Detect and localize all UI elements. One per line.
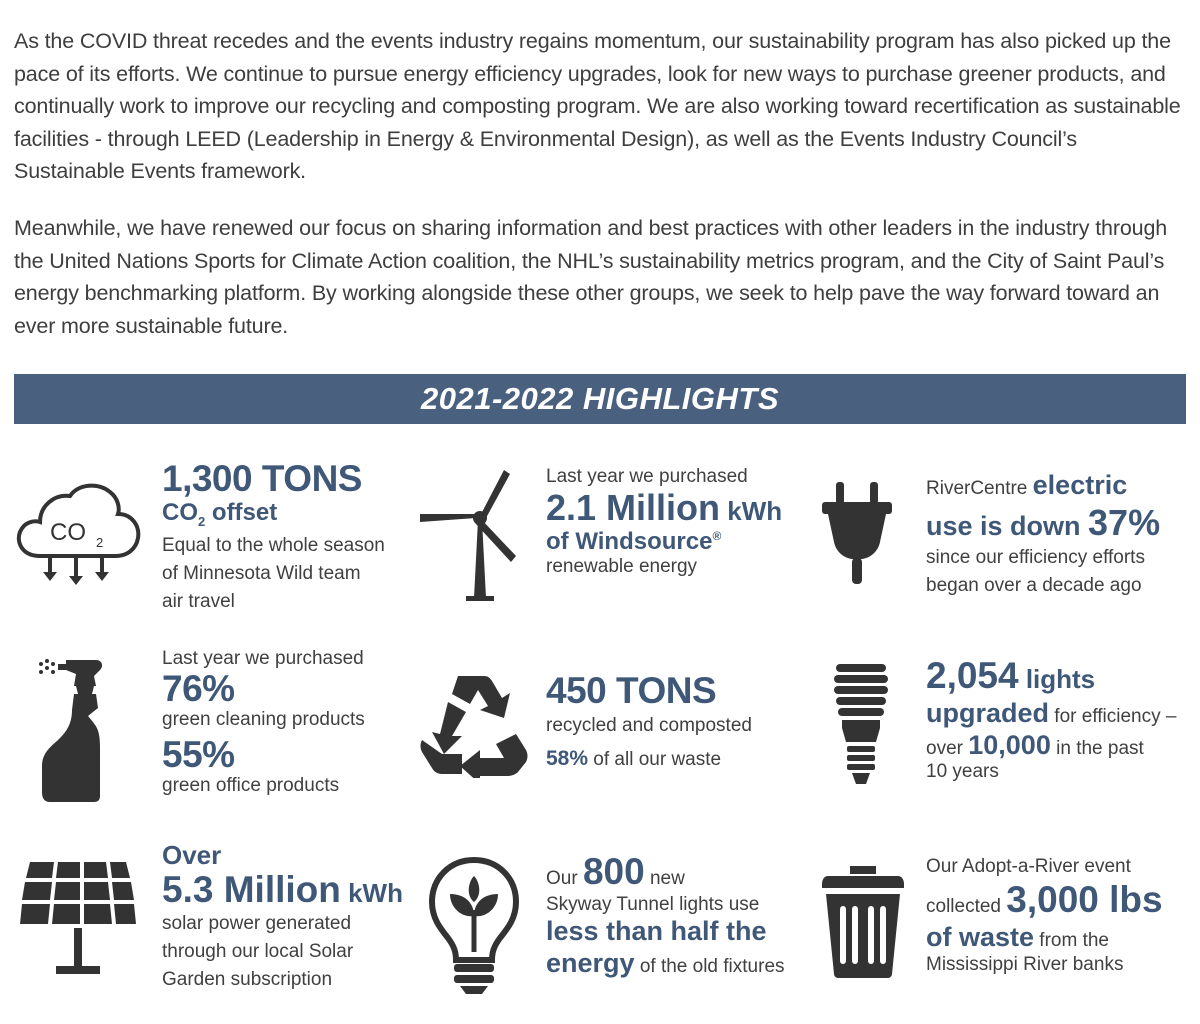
lights-count-unit: lights: [1018, 664, 1096, 694]
wind-amount: [546, 488, 782, 528]
lights-line-3: [926, 730, 1176, 762]
skyway-post: new: [644, 868, 685, 889]
lights-over: over: [926, 737, 969, 759]
lightbulb-plant-icon: [428, 856, 520, 996]
recycle-desc: recycled and composted: [546, 714, 752, 736]
solar-text: [162, 840, 403, 994]
skyway-hl2: energy: [546, 947, 635, 978]
co2-offset-sub: 2: [198, 513, 206, 529]
recycle-pct-desc: of all our waste: [588, 749, 722, 771]
solar-over: Over: [162, 840, 222, 870]
solar-amount-value: 5.3 Million: [162, 868, 341, 910]
recycle-text: [546, 672, 752, 772]
river-text: [926, 856, 1163, 976]
skyway-hl1: less than half the: [546, 916, 767, 947]
solar-unit: kWh: [340, 877, 403, 908]
co2-cloud-icon: [12, 478, 144, 586]
solar-desc-2: through our local Solar: [162, 940, 354, 962]
spray-bottle-icon: [38, 658, 108, 802]
cleaning-pct-2: 55%: [162, 733, 235, 775]
lights-count: 2,054: [926, 655, 1019, 696]
wind-desc: renewable energy: [546, 556, 698, 578]
skyway-num: 800: [582, 851, 645, 892]
skyway-line-2: Skyway Tunnel lights use: [546, 893, 760, 915]
electric-hl1: electric: [1032, 470, 1128, 500]
co2-desc-3: air travel: [162, 590, 235, 612]
skyway-text: [546, 850, 785, 980]
river-pre: collected: [926, 896, 1007, 918]
lights-line-1: [926, 654, 1176, 698]
skyway-pre: Our: [546, 868, 583, 889]
co2-desc-2: of Minnesota Wild team: [162, 562, 361, 584]
lights-line-2: [926, 698, 1176, 730]
cleaning-pct-1: 76%: [162, 668, 235, 710]
electric-plug-icon: [822, 482, 892, 588]
cleaning-intro: Last year we purchased: [162, 648, 364, 669]
wind-reg: ®: [712, 529, 722, 543]
skyway-line-4: [546, 948, 785, 980]
recycle-pct-line: [546, 747, 752, 772]
electric-text: [926, 470, 1160, 600]
highlights-banner: [14, 374, 1186, 424]
recycle-icon: [418, 672, 528, 778]
river-hl-rest: from the: [1034, 930, 1110, 952]
electric-hl2: use is down: [926, 510, 1089, 541]
intro-paragraph-1: As the COVID threat recedes and the events industry regains momentum, our sustainability program has also picked up the pace of its efforts. We continue to pursue energy efficiency upgrades, look for new ways to purchase greener products, and continually work to improve our recycling and composting program. We are also working toward recertification as sustainable facilities - through LEED (Leadership in Energy & Environmental Design), as well as the Events Industry Council’s Sustainable Events framework.: [14, 29, 1181, 183]
co2-offset: [162, 499, 385, 530]
lights-hl: upgraded: [926, 697, 1050, 728]
solar-desc-3: Garden subscription: [162, 968, 333, 990]
wind-intro: Last year we purchased: [546, 466, 748, 487]
trash-can-icon: [822, 866, 904, 978]
river-amount: 3,000 lbs: [1006, 879, 1163, 921]
lights-over-rest: in the past: [1050, 737, 1144, 759]
lights-hl-rest: for efficiency –: [1049, 705, 1177, 727]
solar-amount: [162, 868, 403, 910]
electric-pct: 37%: [1088, 501, 1161, 543]
electric-desc-2: began over a decade ago: [926, 575, 1142, 597]
solar-desc-1: solar power generated: [162, 912, 352, 934]
cfl-bulb-icon: [832, 662, 892, 790]
co2-icon-sub: 2: [96, 535, 104, 550]
cleaning-desc-2: green office products: [162, 774, 340, 796]
co2-amount: 1,300 TONS: [162, 458, 362, 499]
recycle-amount: 450 TONS: [546, 670, 717, 711]
river-intro: Our Adopt-a-River event: [926, 856, 1131, 877]
lights-years: 10 years: [926, 761, 999, 783]
cleaning-text: [162, 648, 365, 797]
co2-offset-a: CO: [162, 498, 198, 526]
banner-title: 2021-2022 HIGHLIGHTS: [420, 381, 780, 416]
co2-desc-1: Equal to the whole season: [162, 534, 385, 556]
river-line-3: [926, 922, 1163, 954]
wind-turbine-icon: [418, 466, 528, 604]
co2-offset-b: offset: [205, 498, 278, 526]
wind-unit: kWh: [720, 496, 783, 527]
co2-text: [162, 460, 385, 616]
electric-desc-1: since our efficiency efforts: [926, 547, 1145, 569]
river-line-2: [926, 878, 1163, 922]
skyway-line-1: [546, 850, 785, 894]
wind-brand: [546, 528, 782, 556]
wind-brand-text: of Windsource: [546, 528, 713, 555]
electric-pre: RiverCentre: [926, 478, 1033, 499]
intro-paragraph-2: Meanwhile, we have renewed our focus on sharing information and best practices with other leaders in the industry through the United Nations Sports for Climate Action coalition, the NHL’s sustainability metrics program, and the City of Saint Paul’s energy benchmarking platform. By working alongside these other groups, we seek to help pave the way forward toward an ever more sustainable future.: [14, 216, 1168, 338]
wind-amount-value: 2.1 Million: [546, 487, 721, 529]
wind-text: [546, 466, 782, 579]
lights-over-num: 10,000: [968, 729, 1051, 760]
electric-line-1: [926, 470, 1160, 502]
solar-panel-icon: [20, 862, 136, 980]
river-hl: of waste: [926, 922, 1035, 953]
skyway-hl2-rest: of the old fixtures: [634, 955, 785, 977]
river-line-4: Mississippi River banks: [926, 953, 1124, 975]
electric-line-2: [926, 502, 1160, 544]
co2-icon-label: CO: [50, 519, 86, 546]
recycle-pct: 58%: [546, 747, 589, 771]
lights-text: [926, 654, 1176, 784]
cleaning-desc-1: green cleaning products: [162, 709, 365, 731]
